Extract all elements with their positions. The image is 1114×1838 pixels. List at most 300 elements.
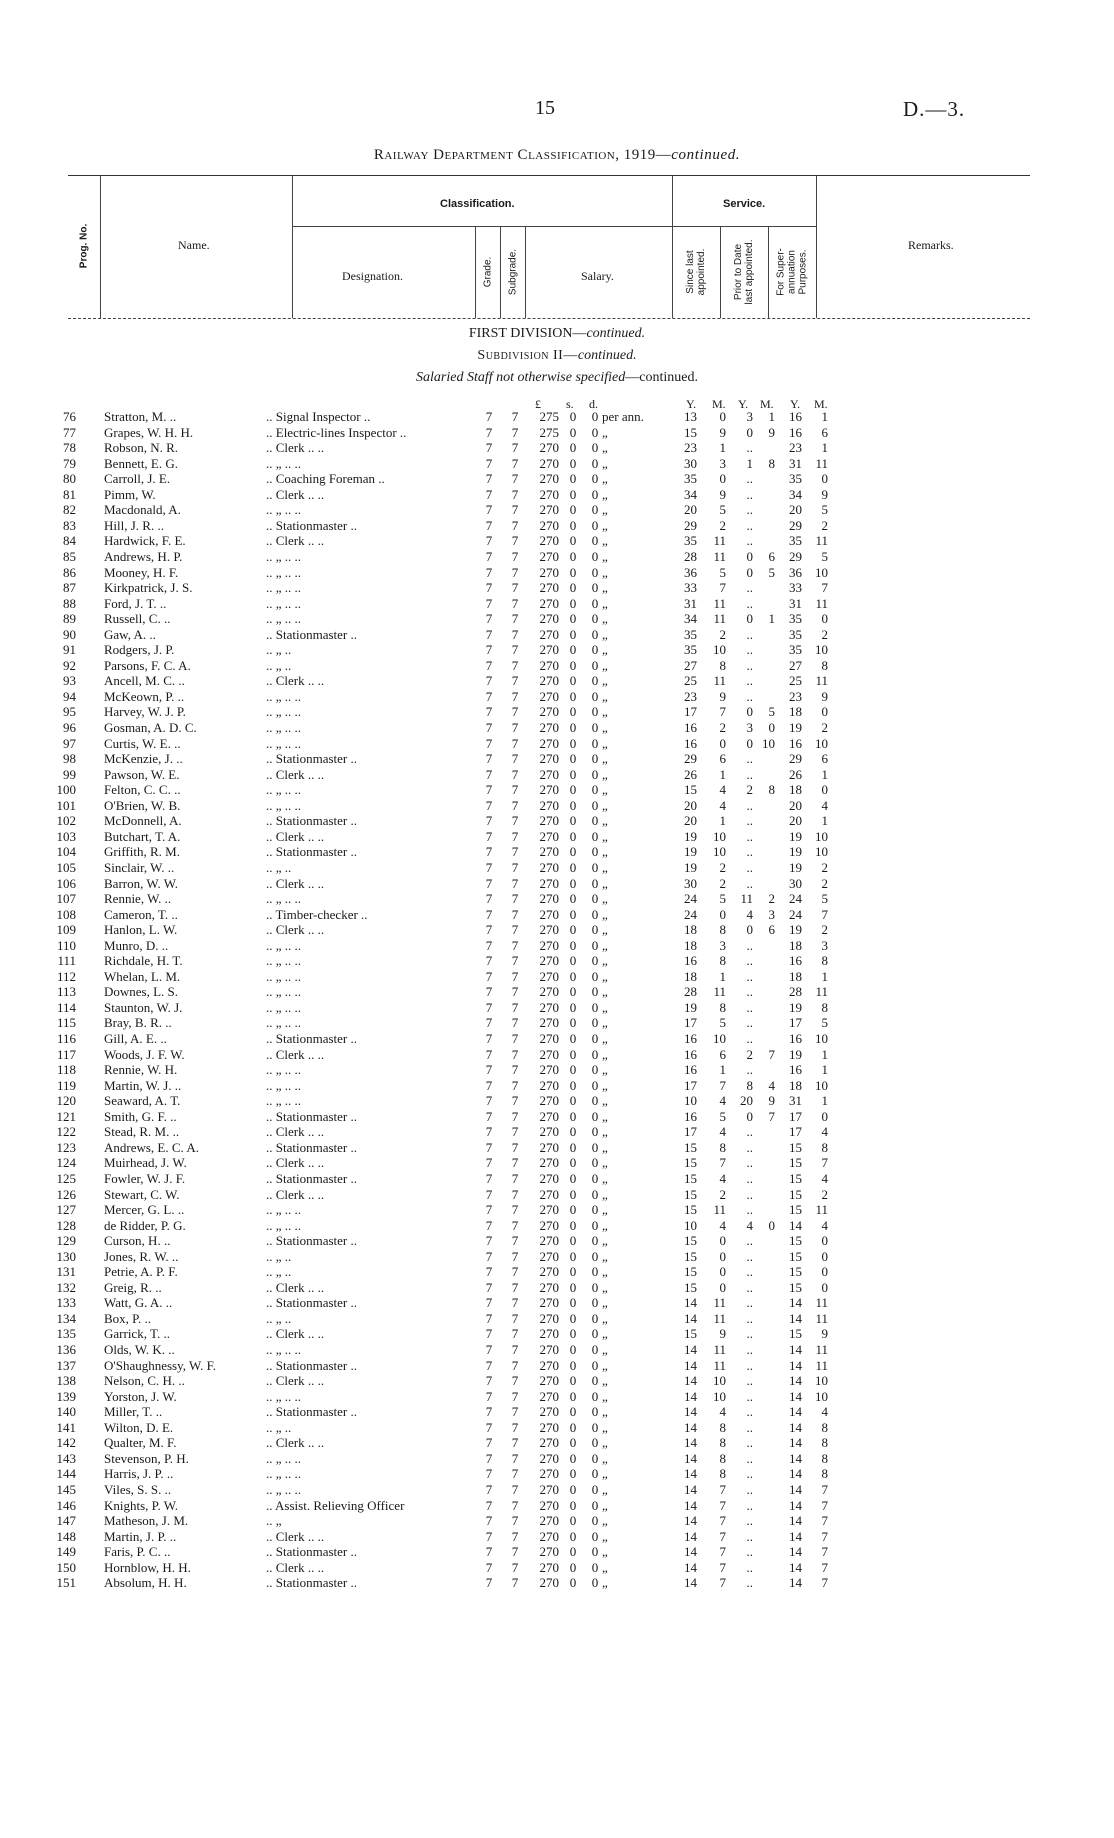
cell-super-months: 11 xyxy=(815,533,828,549)
cell-super-months: 1 xyxy=(821,409,828,424)
cell-salary-pounds: 270 xyxy=(539,1046,559,1062)
cell-salary-period: „ xyxy=(602,1513,608,1529)
cell-salary-period: „ xyxy=(602,1497,608,1513)
cell-since-months: 7 xyxy=(719,1559,726,1575)
cell-super-months: 2 xyxy=(821,922,828,938)
cell-prior-months: 4 xyxy=(768,1077,775,1093)
cell-prior-years: .. xyxy=(746,1497,753,1513)
cell-since-months: 6 xyxy=(719,751,726,767)
cell-prog-no: 112 xyxy=(56,968,76,984)
cell-since-months: 11 xyxy=(713,595,726,611)
cell-designation: .. Coaching Foreman .. xyxy=(266,471,385,487)
cell-since-months: 0 xyxy=(719,1233,726,1249)
cell-prog-no: 120 xyxy=(56,1093,76,1109)
cell-name: Box, P. .. xyxy=(104,1310,151,1326)
table-row xyxy=(0,969,1114,984)
cell-salary-pence: 0 xyxy=(591,1248,599,1264)
cell-super-years: 23 xyxy=(789,688,802,704)
cell-since-years: 17 xyxy=(684,704,697,720)
cell-since-years: 36 xyxy=(684,564,697,580)
cell-super-months: 4 xyxy=(821,1404,828,1420)
cell-designation: .. „ .. .. xyxy=(266,953,302,969)
cell-prior-years: .. xyxy=(746,533,753,549)
cell-prog-no: 105 xyxy=(56,859,76,875)
table-row xyxy=(0,580,1114,595)
cell-prog-no: 124 xyxy=(56,1155,76,1171)
cell-subgrade: 7 xyxy=(511,626,519,642)
cell-subgrade: 7 xyxy=(511,1046,519,1062)
cell-grade: 7 xyxy=(485,1419,493,1435)
cell-salary-pence: 0 xyxy=(591,828,599,844)
table-row xyxy=(0,1233,1114,1248)
cell-prog-no: 115 xyxy=(56,1015,76,1031)
cell-salary-pounds: 270 xyxy=(539,859,559,875)
cell-subgrade: 7 xyxy=(511,611,519,627)
cell-prior-years: .. xyxy=(746,580,753,596)
cell-salary-period: „ xyxy=(602,1093,608,1109)
cell-name: Richdale, H. T. xyxy=(104,953,183,969)
cell-designation: .. Stationmaster .. xyxy=(266,1295,357,1311)
cell-salary-pounds: 270 xyxy=(539,688,559,704)
cell-since-months: 7 xyxy=(719,1497,726,1513)
cell-prior-months: 0 xyxy=(768,1217,775,1233)
cell-salary-period: „ xyxy=(602,440,608,456)
cell-subgrade: 7 xyxy=(511,502,519,518)
cell-subgrade: 7 xyxy=(511,891,519,907)
cell-since-years: 14 xyxy=(684,1357,697,1373)
cell-salary-pounds: 270 xyxy=(539,1450,559,1466)
cell-salary-period: „ xyxy=(602,906,608,922)
cell-prog-no: 92 xyxy=(63,657,76,673)
cell-prior-years: .. xyxy=(746,1357,753,1373)
table-row xyxy=(0,658,1114,673)
cell-subgrade: 7 xyxy=(511,642,519,658)
cell-salary-pence: 0 xyxy=(591,1031,599,1046)
table-row xyxy=(0,502,1114,517)
cell-salary-period: „ xyxy=(602,751,608,767)
cell-subgrade: 7 xyxy=(511,1466,519,1482)
cell-super-years: 14 xyxy=(789,1528,802,1544)
header-salary: Salary. xyxy=(581,269,614,283)
cell-salary-pounds: 270 xyxy=(539,1435,559,1451)
cell-salary-pounds: 270 xyxy=(539,797,559,813)
table-row xyxy=(0,829,1114,844)
cell-super-months: 0 xyxy=(821,1108,828,1124)
cell-prog-no: 80 xyxy=(63,471,76,487)
cell-name: Smith, G. F. .. xyxy=(104,1108,177,1124)
cell-subgrade: 7 xyxy=(511,1077,519,1093)
cell-prior-years: .. xyxy=(746,1279,753,1295)
cell-super-months: 8 xyxy=(821,657,828,673)
header-rule xyxy=(292,226,672,227)
cell-super-years: 35 xyxy=(789,471,802,487)
table-row xyxy=(0,689,1114,704)
cell-subgrade: 7 xyxy=(511,1124,519,1140)
cell-since-months: 2 xyxy=(719,720,726,735)
cell-salary-pounds: 270 xyxy=(539,502,559,518)
cell-super-years: 14 xyxy=(789,1295,802,1311)
cell-salary-shillings: 0 xyxy=(569,844,577,860)
cell-name: Rennie, W. H. xyxy=(104,1062,178,1078)
cell-since-years: 23 xyxy=(684,688,697,704)
cell-salary-period: „ xyxy=(602,642,608,658)
cell-salary-period: „ xyxy=(602,968,608,984)
cell-since-months: 10 xyxy=(713,642,726,658)
table-row xyxy=(0,922,1114,937)
cell-salary-pence: 0 xyxy=(591,1357,599,1373)
cell-prior-years: .. xyxy=(746,517,753,533)
cell-super-months: 10 xyxy=(815,1388,828,1404)
cell-designation: .. „ .. .. xyxy=(266,735,302,751)
cell-subgrade: 7 xyxy=(511,766,519,782)
cell-subgrade: 7 xyxy=(511,517,519,533)
table-row xyxy=(0,891,1114,906)
cell-salary-period: „ xyxy=(602,891,608,907)
cell-grade: 7 xyxy=(485,642,493,658)
cell-prior-years: .. xyxy=(746,1202,753,1218)
cell-subgrade: 7 xyxy=(511,1015,519,1031)
cell-super-years: 35 xyxy=(789,626,802,642)
cell-grade: 7 xyxy=(485,1217,493,1233)
cell-salary-shillings: 0 xyxy=(569,766,577,782)
cell-salary-shillings: 0 xyxy=(569,688,577,704)
cell-super-months: 9 xyxy=(821,486,828,502)
cell-salary-period: „ xyxy=(602,657,608,673)
table-row xyxy=(0,1544,1114,1559)
cell-since-months: 8 xyxy=(719,657,726,673)
cell-since-years: 14 xyxy=(684,1450,697,1466)
cell-salary-pence: 0 xyxy=(591,1186,599,1202)
cell-super-years: 35 xyxy=(789,611,802,627)
cell-salary-period: „ xyxy=(602,1077,608,1093)
cell-salary-period: „ xyxy=(602,688,608,704)
cell-salary-pence: 0 xyxy=(591,1046,599,1062)
cell-designation: .. Clerk .. .. xyxy=(266,1046,325,1062)
cell-name: Muirhead, J. W. xyxy=(104,1155,187,1171)
cell-grade: 7 xyxy=(485,751,493,767)
cell-since-months: 11 xyxy=(713,1310,726,1326)
cell-designation: .. Electric-lines Inspector .. xyxy=(266,424,407,440)
cell-super-months: 6 xyxy=(821,751,828,767)
table-row xyxy=(0,704,1114,719)
cell-salary-pence: 0 xyxy=(591,1155,599,1171)
cell-prior-years: 0 xyxy=(746,735,753,751)
unit-months-prior: M. xyxy=(760,397,774,411)
cell-grade: 7 xyxy=(485,471,493,487)
cell-salary-shillings: 0 xyxy=(569,595,577,611)
cell-grade: 7 xyxy=(485,766,493,782)
cell-super-months: 2 xyxy=(821,720,828,735)
cell-prior-years: .. xyxy=(746,1310,753,1326)
cell-super-years: 16 xyxy=(789,409,802,424)
cell-salary-period: „ xyxy=(602,1357,608,1373)
cell-name: Knights, P. W. xyxy=(104,1497,179,1513)
cell-since-years: 17 xyxy=(684,1077,697,1093)
cell-designation: .. Clerk .. .. xyxy=(266,1279,325,1295)
cell-super-years: 35 xyxy=(789,533,802,549)
cell-super-years: 19 xyxy=(789,828,802,844)
cell-prior-years: .. xyxy=(746,859,753,875)
cell-subgrade: 7 xyxy=(511,688,519,704)
cell-subgrade: 7 xyxy=(511,1233,519,1249)
cell-super-years: 20 xyxy=(789,502,802,518)
cell-salary-shillings: 0 xyxy=(569,1217,577,1233)
cell-designation: .. „ .. .. xyxy=(266,580,302,596)
cell-prog-no: 144 xyxy=(56,1466,76,1482)
cell-salary-pence: 0 xyxy=(591,1170,599,1186)
header-classification: Classification. xyxy=(440,198,515,210)
cell-salary-pounds: 270 xyxy=(539,1217,559,1233)
cell-super-months: 7 xyxy=(821,1559,828,1575)
cell-salary-period: „ xyxy=(602,735,608,751)
cell-salary-pence: 0 xyxy=(591,1450,599,1466)
cell-subgrade: 7 xyxy=(511,1575,519,1591)
cell-prog-no: 136 xyxy=(56,1342,76,1357)
cell-subgrade: 7 xyxy=(511,673,519,689)
cell-name: Hanlon, L. W. xyxy=(104,922,178,938)
cell-prog-no: 79 xyxy=(63,455,76,471)
header-divider xyxy=(720,226,721,318)
cell-since-months: 4 xyxy=(719,782,726,798)
cell-since-months: 7 xyxy=(719,1077,726,1093)
cell-prog-no: 148 xyxy=(56,1528,76,1544)
cell-prior-years: .. xyxy=(746,844,753,860)
cell-name: Gosman, A. D. C. xyxy=(104,720,197,735)
cell-prior-years: .. xyxy=(746,688,753,704)
cell-since-months: 11 xyxy=(713,611,726,627)
cell-super-years: 14 xyxy=(789,1513,802,1529)
cell-designation: .. Stationmaster .. xyxy=(266,1575,357,1591)
table-row xyxy=(0,844,1114,859)
cell-prog-no: 96 xyxy=(63,720,76,735)
cell-prog-no: 121 xyxy=(56,1108,76,1124)
cell-designation: .. „ .. .. xyxy=(266,595,302,611)
cell-since-years: 14 xyxy=(684,1481,697,1497)
cell-grade: 7 xyxy=(485,1202,493,1218)
cell-super-years: 28 xyxy=(789,984,802,1000)
cell-super-months: 5 xyxy=(821,502,828,518)
cell-since-months: 11 xyxy=(713,673,726,689)
cell-grade: 7 xyxy=(485,875,493,891)
cell-prior-years: .. xyxy=(746,1233,753,1249)
cell-since-months: 11 xyxy=(713,1357,726,1373)
cell-salary-pence: 0 xyxy=(591,1326,599,1342)
cell-designation: .. Clerk .. .. xyxy=(266,1559,325,1575)
cell-salary-pounds: 270 xyxy=(539,828,559,844)
table-row xyxy=(0,596,1114,611)
cell-since-months: 3 xyxy=(719,455,726,471)
page-title-continued: continued. xyxy=(671,147,741,163)
cell-prior-years: .. xyxy=(746,1248,753,1264)
cell-salary-pence: 0 xyxy=(591,797,599,813)
cell-salary-pence: 0 xyxy=(591,1481,599,1497)
table-row xyxy=(0,1529,1114,1544)
cell-salary-period: „ xyxy=(602,1217,608,1233)
cell-prior-years: 0 xyxy=(746,611,753,627)
cell-name: Russell, C. .. xyxy=(104,611,171,627)
cell-prior-years: 2 xyxy=(746,1046,753,1062)
cell-prior-years: .. xyxy=(746,1419,753,1435)
table-row xyxy=(0,456,1114,471)
cell-salary-period: per ann. xyxy=(602,409,644,424)
cell-salary-pounds: 270 xyxy=(539,1015,559,1031)
cell-since-months: 7 xyxy=(719,1155,726,1171)
cell-salary-shillings: 0 xyxy=(569,891,577,907)
cell-prior-months: 6 xyxy=(768,922,775,938)
cell-prog-no: 108 xyxy=(56,906,76,922)
cell-super-years: 16 xyxy=(789,1031,802,1046)
cell-name: Ancell, M. C. .. xyxy=(104,673,185,689)
cell-name: Hardwick, F. E. xyxy=(104,533,186,549)
cell-since-months: 8 xyxy=(719,999,726,1015)
cell-super-months: 11 xyxy=(815,595,828,611)
cell-prior-years: .. xyxy=(746,797,753,813)
cell-salary-shillings: 0 xyxy=(569,1388,577,1404)
cell-salary-period: „ xyxy=(602,859,608,875)
cell-super-months: 10 xyxy=(815,1373,828,1389)
cell-prior-years: .. xyxy=(746,751,753,767)
cell-since-months: 10 xyxy=(713,828,726,844)
cell-since-months: 11 xyxy=(713,548,726,564)
cell-salary-period: „ xyxy=(602,828,608,844)
cell-designation: .. Stationmaster .. xyxy=(266,1170,357,1186)
cell-designation: .. „ .. .. xyxy=(266,611,302,627)
cell-since-years: 15 xyxy=(684,1279,697,1295)
cell-since-months: 4 xyxy=(719,1093,726,1109)
cell-super-years: 31 xyxy=(789,595,802,611)
cell-prog-no: 86 xyxy=(63,564,76,580)
cell-salary-pounds: 270 xyxy=(539,1310,559,1326)
cell-since-months: 11 xyxy=(713,1342,726,1357)
table-row xyxy=(0,440,1114,455)
cell-name: Wilton, D. E. xyxy=(104,1419,174,1435)
cell-grade: 7 xyxy=(485,424,493,440)
cell-super-years: 15 xyxy=(789,1170,802,1186)
cell-subgrade: 7 xyxy=(511,922,519,938)
cell-salary-pence: 0 xyxy=(591,657,599,673)
cell-since-months: 2 xyxy=(719,626,726,642)
cell-salary-pounds: 270 xyxy=(539,1404,559,1420)
cell-grade: 7 xyxy=(485,891,493,907)
cell-prior-years: .. xyxy=(746,875,753,891)
table-row xyxy=(0,1047,1114,1062)
cell-designation: .. „ .. .. xyxy=(266,891,302,907)
cell-super-years: 19 xyxy=(789,1046,802,1062)
cell-salary-pounds: 270 xyxy=(539,953,559,969)
cell-prog-no: 139 xyxy=(56,1388,76,1404)
cell-since-months: 7 xyxy=(719,1481,726,1497)
cell-salary-pounds: 270 xyxy=(539,720,559,735)
cell-super-years: 14 xyxy=(789,1373,802,1389)
cell-prog-no: 122 xyxy=(56,1124,76,1140)
cell-prior-years: .. xyxy=(746,1435,753,1451)
cell-super-years: 15 xyxy=(789,1155,802,1171)
cell-super-years: 19 xyxy=(789,720,802,735)
cell-super-years: 19 xyxy=(789,999,802,1015)
cell-salary-period: „ xyxy=(602,424,608,440)
cell-salary-pounds: 270 xyxy=(539,1513,559,1529)
cell-super-months: 0 xyxy=(821,704,828,720)
cell-since-years: 28 xyxy=(684,548,697,564)
cell-since-months: 9 xyxy=(719,424,726,440)
cell-designation: .. Clerk .. .. xyxy=(266,1155,325,1171)
cell-since-years: 14 xyxy=(684,1435,697,1451)
cell-name: Jones, R. W. .. xyxy=(104,1248,179,1264)
cell-salary-period: „ xyxy=(602,1466,608,1482)
cell-super-years: 15 xyxy=(789,1279,802,1295)
cell-name: Miller, T. .. xyxy=(104,1404,163,1420)
cell-name: Andrews, H. P. xyxy=(104,548,183,564)
cell-subgrade: 7 xyxy=(511,1435,519,1451)
cell-salary-pounds: 270 xyxy=(539,1139,559,1155)
cell-prog-no: 135 xyxy=(56,1326,76,1342)
cell-super-months: 9 xyxy=(821,688,828,704)
cell-since-months: 1 xyxy=(719,813,726,829)
cell-salary-pounds: 270 xyxy=(539,937,559,953)
cell-prior-years: 1 xyxy=(746,455,753,471)
cell-prior-months: 8 xyxy=(768,782,775,798)
table-row xyxy=(0,1498,1114,1513)
cell-salary-pounds: 270 xyxy=(539,875,559,891)
cell-since-months: 11 xyxy=(713,1295,726,1311)
cell-designation: .. Clerk .. .. xyxy=(266,1124,325,1140)
cell-subgrade: 7 xyxy=(511,735,519,751)
cell-salary-pounds: 270 xyxy=(539,999,559,1015)
cell-prior-years: .. xyxy=(746,1466,753,1482)
cell-salary-period: „ xyxy=(602,1139,608,1155)
table-row xyxy=(0,938,1114,953)
cell-salary-period: „ xyxy=(602,1450,608,1466)
cell-prog-no: 150 xyxy=(56,1559,76,1575)
cell-subgrade: 7 xyxy=(511,828,519,844)
cell-super-years: 15 xyxy=(789,1248,802,1264)
cell-grade: 7 xyxy=(485,455,493,471)
cell-salary-pounds: 270 xyxy=(539,1108,559,1124)
table-row xyxy=(0,1575,1114,1590)
table-row xyxy=(0,533,1114,548)
cell-name: Grapes, W. H. H. xyxy=(104,424,194,440)
cell-super-months: 5 xyxy=(821,891,828,907)
table-row xyxy=(0,1124,1114,1139)
cell-salary-pence: 0 xyxy=(591,1373,599,1389)
cell-prior-years: 4 xyxy=(746,1217,753,1233)
cell-grade: 7 xyxy=(485,922,493,938)
cell-super-months: 10 xyxy=(815,828,828,844)
cell-prog-no: 128 xyxy=(56,1217,76,1233)
cell-super-months: 9 xyxy=(821,1326,828,1342)
cell-salary-period: „ xyxy=(602,1342,608,1357)
cell-grade: 7 xyxy=(485,704,493,720)
cell-salary-pence: 0 xyxy=(591,968,599,984)
cell-salary-shillings: 0 xyxy=(569,424,577,440)
cell-super-years: 17 xyxy=(789,1015,802,1031)
cell-super-years: 14 xyxy=(789,1419,802,1435)
header-name: Name. xyxy=(178,238,210,252)
table-row xyxy=(0,471,1114,486)
cell-super-months: 11 xyxy=(815,1310,828,1326)
table-row xyxy=(0,813,1114,828)
cell-salary-pence: 0 xyxy=(591,1388,599,1404)
cell-prog-no: 126 xyxy=(56,1186,76,1202)
cell-super-years: 17 xyxy=(789,1124,802,1140)
cell-name: Gaw, A. .. xyxy=(104,626,156,642)
cell-salary-pounds: 270 xyxy=(539,1202,559,1218)
cell-salary-shillings: 0 xyxy=(569,1108,577,1124)
cell-prog-no: 141 xyxy=(56,1419,76,1435)
cell-salary-pounds: 270 xyxy=(539,455,559,471)
cell-since-years: 10 xyxy=(684,1093,697,1109)
cell-prog-no: 140 xyxy=(56,1404,76,1420)
